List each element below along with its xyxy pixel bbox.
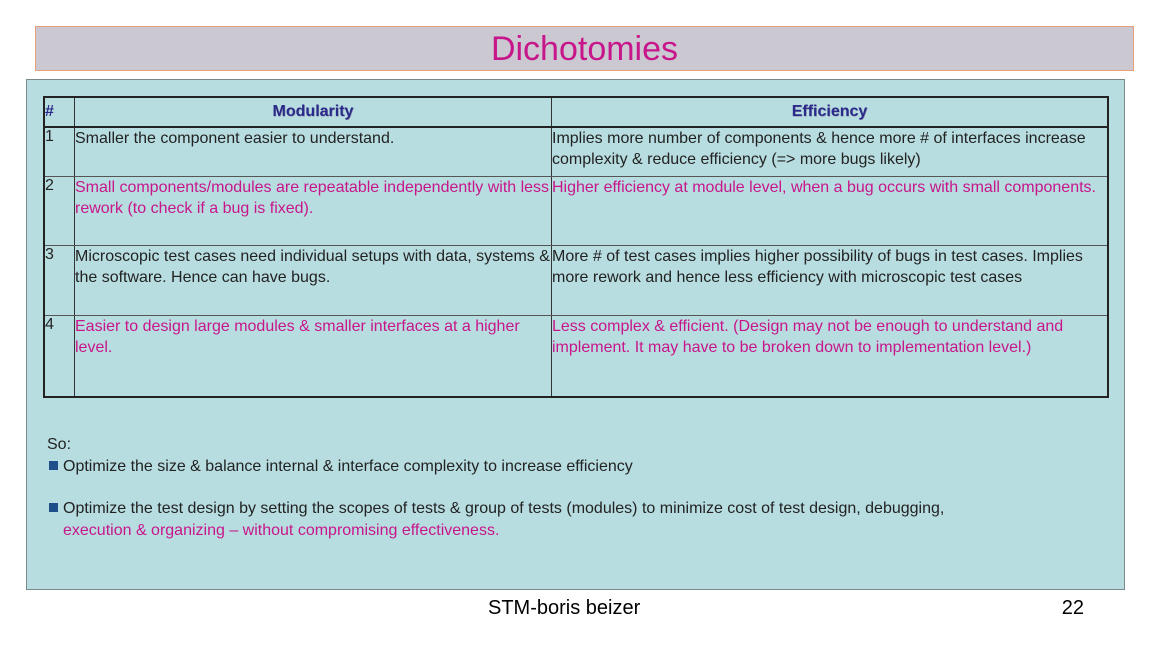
table-row [44, 316, 1108, 398]
header-efficiency: Efficiency [552, 97, 1109, 127]
efficiency-cell: Higher efficiency at module level, when a bug occurs with small components. [552, 177, 1109, 246]
dichotomies-table [43, 96, 1109, 398]
so-label: So: [47, 436, 72, 453]
row-number: 3 [44, 246, 75, 316]
slide-title: Dichotomies [35, 26, 1134, 71]
summary-block [47, 434, 1107, 541]
row-number: 1 [44, 127, 75, 177]
table-header-row [44, 97, 1108, 127]
footer-author: STM-boris beizer [488, 597, 641, 619]
table-row [44, 246, 1108, 316]
bullet-item [47, 498, 1107, 541]
square-bullet-icon [49, 503, 58, 512]
bullet-text-wrapper [63, 498, 944, 541]
table-row [44, 127, 1108, 177]
efficiency-cell: More # of test cases implies higher possibility of bugs in test cases. Implies more rework and hence less efficiency with microscopic test cases [552, 246, 1109, 316]
modularity-cell: Smaller the component easier to understand. [75, 127, 552, 177]
efficiency-cell: Implies more number of components & hence more # of interfaces increase complexity & reduce efficiency (=> more bugs likely) [552, 127, 1109, 177]
row-number: 4 [44, 316, 75, 398]
header-modularity: Modularity [75, 97, 552, 127]
bullet-item [47, 456, 1107, 478]
modularity-cell: Easier to design large modules & smaller interfaces at a higher level. [75, 316, 552, 398]
row-number: 2 [44, 177, 75, 246]
bullet-text: Optimize the test design by setting the scopes of tests & group of tests (modules) to minimize cost of test design, debugging, [63, 500, 945, 517]
square-bullet-icon [49, 461, 58, 470]
bullet-text: Optimize the size & balance internal & interface complexity to increase efficiency [63, 457, 633, 475]
modularity-cell: Small components/modules are repeatable independently with less rework (to check if a bug is fixed). [75, 177, 552, 246]
table-row [44, 177, 1108, 246]
page-number: 22 [1061, 597, 1084, 619]
bullet-text-continuation: execution & organizing – without compromising effectiveness. [63, 521, 500, 539]
efficiency-cell: Less complex & efficient. (Design may not be enough to understand and implement. It may have to be broken down to implementation level.) [552, 318, 1064, 356]
content-panel [26, 79, 1125, 590]
modularity-cell: Microscopic test cases need individual setups with data, systems & the software. Hence can have bugs. [75, 246, 552, 316]
header-num: # [44, 97, 75, 127]
